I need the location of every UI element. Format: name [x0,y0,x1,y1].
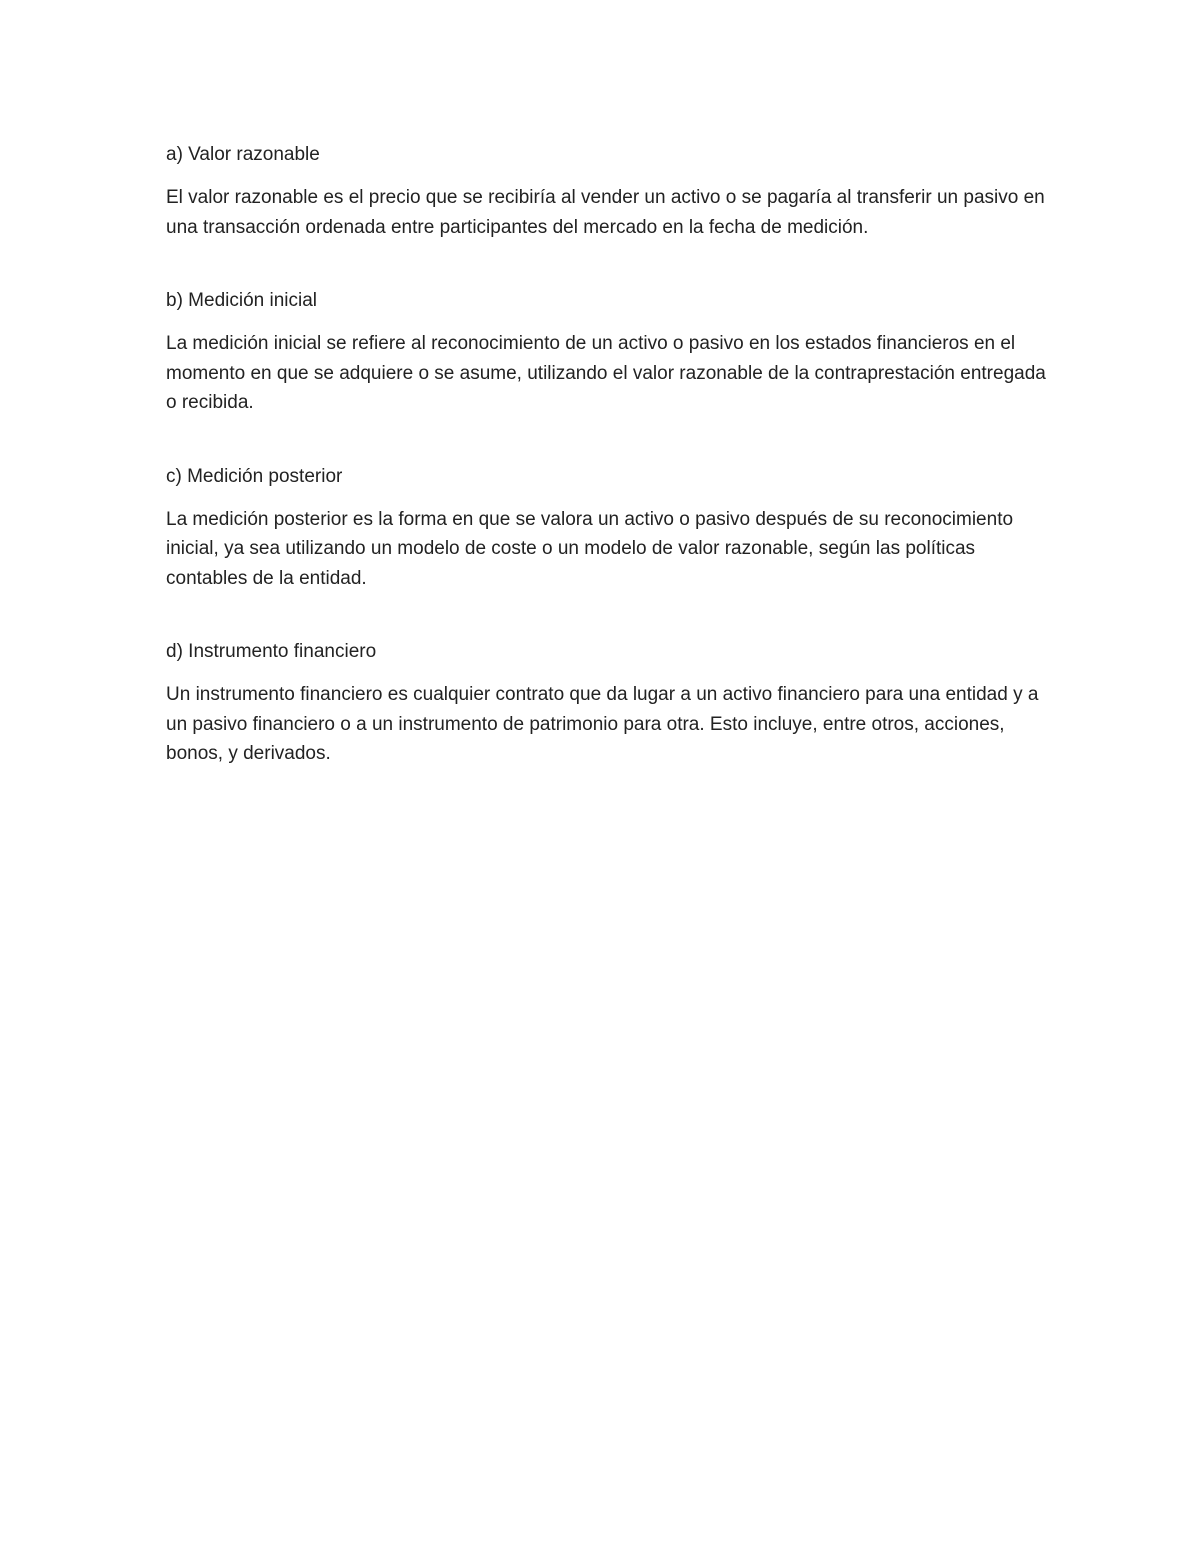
document-content [166,140,1046,813]
section-paragraph: Un instrumento financiero es cualquier contrato que da lugar a un activo financiero para una entidad y a un pasivo financiero o a un instrumento de patrimonio para otra. Esto incluye, entre otros, acciones, bonos, y derivados. [166,684,1039,764]
section-paragraph: El valor razonable es el precio que se recibiría al vender un activo o se pagaría al transferir un pasivo en una transacción ordenada entre participantes del mercado en la fecha de medición. [166,187,1045,238]
section-heading: d) Instrumento financiero [166,641,377,662]
section-medicion-posterior [166,462,1046,594]
section-paragraph: La medición posterior es la forma en que se valora un activo o pasivo después de su reconocimiento inicial, ya sea utilizando un modelo de coste o un modelo de valor razonable, según las políticas contables de la entidad. [166,508,1014,589]
section-heading: b) Medición inicial [166,290,318,311]
section-valor-razonable [166,140,1046,242]
section-instrumento-financiero [166,637,1046,769]
section-heading: a) Valor razonable [166,144,320,165]
section-paragraph: La medición inicial se refiere al reconocimiento de un activo o pasivo en los estados financieros en el momento en que se adquiere o se asume, utilizando el valor razonable de la contraprestación entregada o recibida. [166,333,1046,413]
section-heading: c) Medición posterior [166,465,343,487]
section-medicion-inicial [166,286,1046,418]
